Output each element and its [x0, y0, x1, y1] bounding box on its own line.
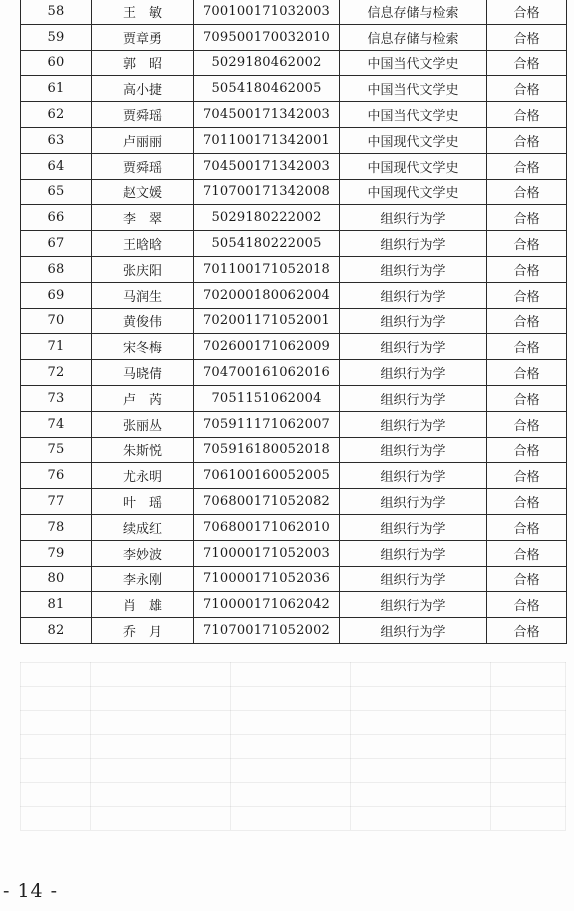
- exam-id-cell: 704500171342003: [194, 102, 340, 128]
- table-row: [21, 463, 567, 489]
- ghost-line: [20, 758, 566, 759]
- row-index-cell: 81: [21, 592, 92, 618]
- result-cell: 合格: [487, 618, 567, 644]
- exam-id-cell: 710700171342008: [194, 179, 340, 205]
- table-row: [21, 540, 567, 566]
- table-row: [21, 592, 567, 618]
- exam-id-cell: 710700171052002: [194, 618, 340, 644]
- student-name-cell: 马晓倩: [92, 360, 194, 386]
- course-name-cell: 中国现代文学史: [340, 127, 487, 153]
- student-name-cell: 高小捷: [92, 76, 194, 102]
- result-cell: 合格: [487, 256, 567, 282]
- course-name-cell: 组织行为学: [340, 256, 487, 282]
- student-name-cell: 叶 瑶: [92, 489, 194, 515]
- student-name-cell: 郭 昭: [92, 50, 194, 76]
- course-name-cell: 组织行为学: [340, 592, 487, 618]
- row-index-cell: 61: [21, 76, 92, 102]
- exam-id-cell: 702600171062009: [194, 334, 340, 360]
- row-index-cell: 76: [21, 463, 92, 489]
- ghost-line: [90, 662, 91, 830]
- table-row: [21, 514, 567, 540]
- table-row: [21, 179, 567, 205]
- student-name-cell: 黄俊伟: [92, 308, 194, 334]
- student-name-cell: 宋冬梅: [92, 334, 194, 360]
- ghost-line: [20, 710, 566, 711]
- student-name-cell: 肖 雄: [92, 592, 194, 618]
- result-cell: 合格: [487, 308, 567, 334]
- result-cell: 合格: [487, 540, 567, 566]
- ghost-line: [20, 662, 566, 663]
- table-row: [21, 334, 567, 360]
- ghost-line: [20, 782, 566, 783]
- course-name-cell: 组织行为学: [340, 205, 487, 231]
- row-index-cell: 69: [21, 282, 92, 308]
- student-name-cell: 贾章勇: [92, 24, 194, 50]
- student-name-cell: 马润生: [92, 282, 194, 308]
- course-name-cell: 组织行为学: [340, 489, 487, 515]
- course-name-cell: 组织行为学: [340, 514, 487, 540]
- row-index-cell: 63: [21, 127, 92, 153]
- table-row: [21, 360, 567, 386]
- row-index-cell: 82: [21, 618, 92, 644]
- student-name-cell: 王 敏: [92, 0, 194, 24]
- exam-id-cell: 710000171062042: [194, 592, 340, 618]
- table-row: [21, 489, 567, 515]
- exam-id-cell: 710000171052036: [194, 566, 340, 592]
- ghost-line: [20, 686, 566, 687]
- result-cell: 合格: [487, 153, 567, 179]
- exam-id-cell: 7051151062004: [194, 385, 340, 411]
- table-row: [21, 24, 567, 50]
- row-index-cell: 79: [21, 540, 92, 566]
- student-name-cell: 贾舜瑶: [92, 102, 194, 128]
- table-row: [21, 0, 567, 24]
- row-index-cell: 78: [21, 514, 92, 540]
- exam-id-cell: 704700161062016: [194, 360, 340, 386]
- exam-id-cell: 704500171342003: [194, 153, 340, 179]
- ghost-line: [20, 734, 566, 735]
- ghost-line: [350, 662, 351, 830]
- row-index-cell: 67: [21, 231, 92, 257]
- table-row: [21, 153, 567, 179]
- result-cell: 合格: [487, 334, 567, 360]
- table-row: [21, 102, 567, 128]
- course-name-cell: 组织行为学: [340, 385, 487, 411]
- exam-id-cell: 702001171052001: [194, 308, 340, 334]
- course-name-cell: 信息存储与检索: [340, 0, 487, 24]
- row-index-cell: 80: [21, 566, 92, 592]
- result-cell: 合格: [487, 592, 567, 618]
- table-row: [21, 618, 567, 644]
- exam-id-cell: 706800171052082: [194, 489, 340, 515]
- table-row: [21, 231, 567, 257]
- table-row: [21, 205, 567, 231]
- table-row: [21, 282, 567, 308]
- student-name-cell: 乔 月: [92, 618, 194, 644]
- result-cell: 合格: [487, 437, 567, 463]
- row-index-cell: 59: [21, 24, 92, 50]
- result-cell: 合格: [487, 463, 567, 489]
- ghost-line: [490, 662, 491, 830]
- exam-id-cell: 705911171062007: [194, 411, 340, 437]
- row-index-cell: 77: [21, 489, 92, 515]
- student-name-cell: 李永刚: [92, 566, 194, 592]
- table-row: [21, 411, 567, 437]
- course-name-cell: 组织行为学: [340, 360, 487, 386]
- page-number: - 14 -: [3, 880, 59, 902]
- ghost-line: [20, 662, 21, 830]
- table-row: [21, 385, 567, 411]
- student-name-cell: 王晗晗: [92, 231, 194, 257]
- row-index-cell: 58: [21, 0, 92, 24]
- scan-bleed-through: [20, 662, 566, 834]
- student-name-cell: 李妙波: [92, 540, 194, 566]
- result-cell: 合格: [487, 411, 567, 437]
- exam-id-cell: 701100171052018: [194, 256, 340, 282]
- course-name-cell: 组织行为学: [340, 231, 487, 257]
- result-cell: 合格: [487, 24, 567, 50]
- table-row: [21, 256, 567, 282]
- result-cell: 合格: [487, 566, 567, 592]
- result-cell: 合格: [487, 282, 567, 308]
- table-row: [21, 308, 567, 334]
- student-name-cell: 贾舜瑶: [92, 153, 194, 179]
- course-name-cell: 中国现代文学史: [340, 179, 487, 205]
- table-row: [21, 566, 567, 592]
- result-cell: 合格: [487, 489, 567, 515]
- result-cell: 合格: [487, 50, 567, 76]
- result-cell: 合格: [487, 205, 567, 231]
- result-cell: 合格: [487, 514, 567, 540]
- row-index-cell: 70: [21, 308, 92, 334]
- exam-id-cell: 706100160052005: [194, 463, 340, 489]
- row-index-cell: 64: [21, 153, 92, 179]
- student-name-cell: 赵文媛: [92, 179, 194, 205]
- student-name-cell: 朱斯悦: [92, 437, 194, 463]
- result-cell: 合格: [487, 0, 567, 24]
- course-name-cell: 组织行为学: [340, 463, 487, 489]
- table-row: [21, 127, 567, 153]
- row-index-cell: 60: [21, 50, 92, 76]
- table-row: [21, 437, 567, 463]
- student-name-cell: 尤永明: [92, 463, 194, 489]
- course-name-cell: 组织行为学: [340, 334, 487, 360]
- course-name-cell: 中国当代文学史: [340, 102, 487, 128]
- course-name-cell: 组织行为学: [340, 282, 487, 308]
- row-index-cell: 68: [21, 256, 92, 282]
- exam-id-cell: 709500170032010: [194, 24, 340, 50]
- result-cell: 合格: [487, 102, 567, 128]
- course-name-cell: 组织行为学: [340, 437, 487, 463]
- result-cell: 合格: [487, 76, 567, 102]
- results-table: [20, 0, 567, 644]
- row-index-cell: 72: [21, 360, 92, 386]
- exam-id-cell: 701100171342001: [194, 127, 340, 153]
- result-cell: 合格: [487, 127, 567, 153]
- row-index-cell: 66: [21, 205, 92, 231]
- exam-id-cell: 702000180062004: [194, 282, 340, 308]
- exam-id-cell: 5054180462005: [194, 76, 340, 102]
- exam-id-cell: 5029180462002: [194, 50, 340, 76]
- exam-id-cell: 700100171032003: [194, 0, 340, 24]
- row-index-cell: 71: [21, 334, 92, 360]
- result-cell: 合格: [487, 179, 567, 205]
- result-cell: 合格: [487, 360, 567, 386]
- course-name-cell: 组织行为学: [340, 411, 487, 437]
- ghost-line: [565, 662, 566, 830]
- student-name-cell: 续成红: [92, 514, 194, 540]
- exam-id-cell: 706800171062010: [194, 514, 340, 540]
- ghost-line: [20, 806, 566, 807]
- course-name-cell: 组织行为学: [340, 308, 487, 334]
- exam-id-cell: 705916180052018: [194, 437, 340, 463]
- exam-id-cell: 5029180222002: [194, 205, 340, 231]
- row-index-cell: 65: [21, 179, 92, 205]
- student-name-cell: 张丽丛: [92, 411, 194, 437]
- student-name-cell: 李 翠: [92, 205, 194, 231]
- table-row: [21, 50, 567, 76]
- table-row: [21, 76, 567, 102]
- exam-id-cell: 5054180222005: [194, 231, 340, 257]
- row-index-cell: 74: [21, 411, 92, 437]
- row-index-cell: 73: [21, 385, 92, 411]
- course-name-cell: 中国当代文学史: [340, 76, 487, 102]
- course-name-cell: 中国当代文学史: [340, 50, 487, 76]
- result-cell: 合格: [487, 385, 567, 411]
- ghost-line: [20, 830, 566, 831]
- course-name-cell: 组织行为学: [340, 618, 487, 644]
- row-index-cell: 75: [21, 437, 92, 463]
- course-name-cell: 中国现代文学史: [340, 153, 487, 179]
- result-cell: 合格: [487, 231, 567, 257]
- course-name-cell: 组织行为学: [340, 540, 487, 566]
- ghost-line: [230, 662, 231, 830]
- student-name-cell: 卢 芮: [92, 385, 194, 411]
- student-name-cell: 卢丽丽: [92, 127, 194, 153]
- results-table-body: [21, 0, 567, 643]
- course-name-cell: 组织行为学: [340, 566, 487, 592]
- row-index-cell: 62: [21, 102, 92, 128]
- course-name-cell: 信息存储与检索: [340, 24, 487, 50]
- exam-id-cell: 710000171052003: [194, 540, 340, 566]
- student-name-cell: 张庆阳: [92, 256, 194, 282]
